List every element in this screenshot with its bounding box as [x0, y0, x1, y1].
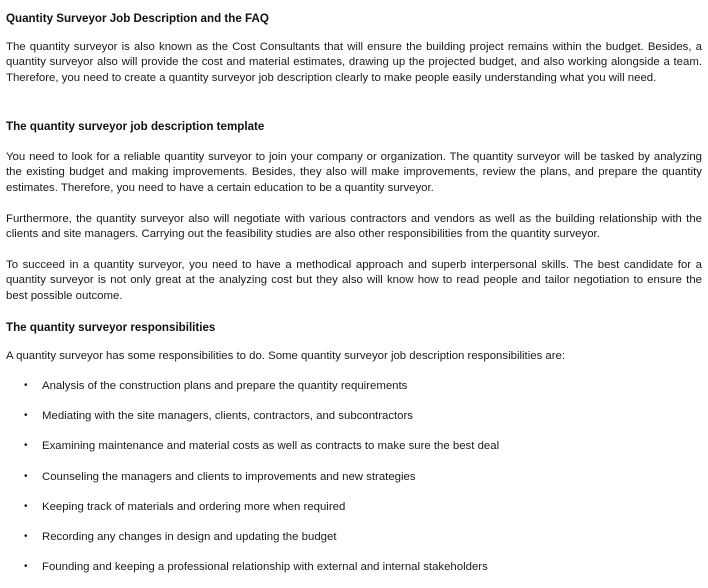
- list-item-text: Recording any changes in design and updating the budget: [42, 531, 337, 543]
- template-paragraph-2: Furthermore, the quantity surveyor also will negotiate with various contractors and vendors as well as the building relationship with the clients and site managers. Carrying out the feasibility studies are also other responsibilities from the quantity surveyor.: [6, 213, 702, 241]
- list-item: [24, 499, 702, 515]
- list-item-text: Founding and keeping a professional relationship with external and internal stakeholders: [42, 561, 488, 573]
- list-item: [24, 469, 702, 485]
- bullet-icon: •: [24, 380, 28, 391]
- template-paragraph-3: To succeed in a quantity surveyor, you need to have a methodical approach and superb interpersonal skills. The best candidate for a quantity surveyor is not only great at the analyzing cost but they also will know how to read people and tailor negotiation to ensure the best possible outcome.: [6, 259, 702, 302]
- bullet-icon: •: [24, 471, 28, 482]
- bullet-icon: •: [24, 410, 28, 421]
- list-item: [24, 529, 702, 545]
- page-title: Quantity Surveyor Job Description and the FAQ: [6, 12, 269, 25]
- bullet-icon: •: [24, 440, 28, 451]
- template-heading: The quantity surveyor job description template: [6, 120, 265, 133]
- list-item-text: Keeping track of materials and ordering more when required: [42, 501, 346, 513]
- list-item: [24, 438, 702, 454]
- list-item: [24, 559, 702, 575]
- responsibilities-heading: The quantity surveyor responsibilities: [6, 321, 216, 334]
- bullet-icon: •: [24, 561, 28, 572]
- bullet-icon: •: [24, 501, 28, 512]
- bullet-icon: •: [24, 531, 28, 542]
- list-item-text: Analysis of the construction plans and prepare the quantity requirements: [42, 380, 408, 392]
- intro-paragraph: The quantity surveyor is also known as the Cost Consultants that will ensure the building project remains within the budget. Besides, a quantity surveyor also will provide the cost and material estimates, drawing up the projected budget, and also working alongside a team. Therefore, you need to create a quantity surveyor job description clearly to make people easily understanding what you will need.: [6, 41, 702, 84]
- list-item: [24, 408, 702, 424]
- template-paragraph-1: You need to look for a reliable quantity surveyor to join your company or organization. The quantity surveyor will be tasked by analyzing the existing budget and making improvements. Besides, they also will make improvements, review the plans, and prepare the quantity estimates. Therefore, you need to have a certain education to be a quantity surveyor.: [6, 151, 702, 194]
- list-item-text: Counseling the managers and clients to improvements and new strategies: [42, 471, 416, 483]
- responsibilities-lead: A quantity surveyor has some responsibilities to do. Some quantity surveyor job description responsibilities are:: [6, 350, 566, 362]
- list-item-text: Examining maintenance and material costs as well as contracts to make sure the best deal: [42, 440, 500, 452]
- list-item-text: Mediating with the site managers, clients, contractors, and subcontractors: [42, 410, 414, 422]
- list-item: [24, 378, 702, 394]
